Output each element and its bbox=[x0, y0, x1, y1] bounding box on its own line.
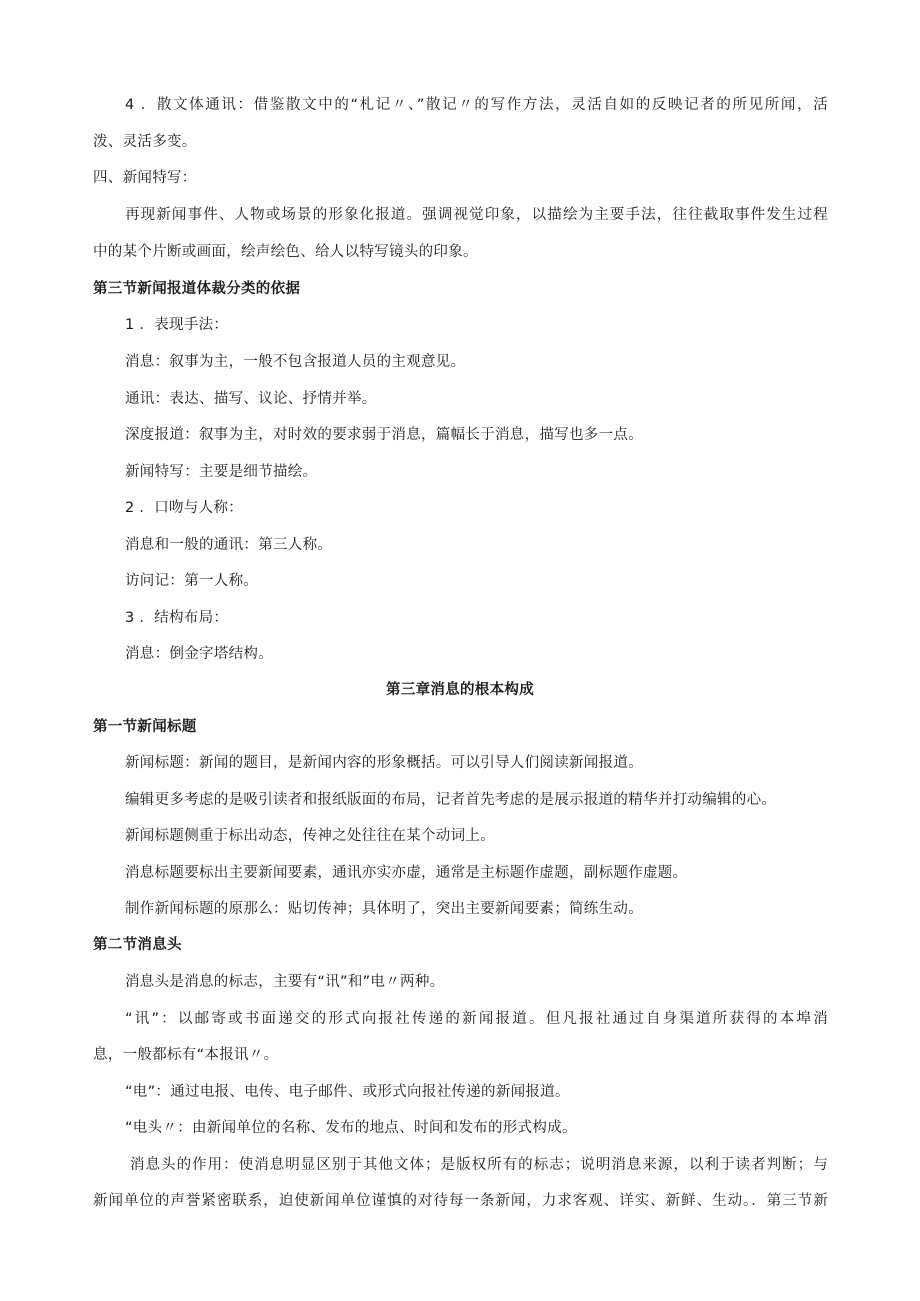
paragraph-line: 消息标题要标出主要新闻要素，通讯亦实亦虚，通常是主标题作虚题，副标题作虚题。 bbox=[125, 865, 688, 881]
paragraph-line: 新闻标题侧重于标出动态，传神之处往往在某个动词上。 bbox=[125, 828, 495, 844]
paragraph-line: “电”：通过电报、电传、电子邮件、或形式向报社传递的新闻报道。 bbox=[125, 1084, 570, 1100]
section-heading: 第一节新闻标题 bbox=[93, 719, 197, 735]
paragraph-line: 制作新闻标题的原那么：贴切传神；具体明了，突出主要新闻要素；简练生动。 bbox=[125, 901, 643, 917]
paragraph-line: 新闻特写：主要是细节描绘。 bbox=[125, 464, 318, 480]
section-heading: 第三节新闻报道体裁分类的依据 bbox=[93, 281, 301, 297]
chapter-title: 第三章消息的根本构成 bbox=[386, 682, 534, 698]
paragraph-line: 新闻单位的声誉紧密联系，迫使新闻单位谨慎的对待每一条新闻，力求客观、详实、新鲜、生动。．第三节新 bbox=[93, 1193, 828, 1209]
list-item-heading: 2 ．口吻与人称： bbox=[125, 500, 244, 516]
paragraph-line: “讯”：以邮寄或书面递交的形式向报社传递的新闻报道。但凡报社通过自身渠道所获得的本埠消 bbox=[125, 1011, 828, 1027]
paragraph-line: 消息头的作用：使消息明显区别于其他文体；是版权所有的标志；说明消息来源，以利于读者判断；与 bbox=[130, 1157, 828, 1173]
paragraph-line: “电头〃：由新闻单位的名称、发布的地点、时间和发布的形式构成。 bbox=[125, 1120, 577, 1136]
paragraph-line: 消息：叙事为主，一般不包含报道人员的主观意见。 bbox=[125, 354, 466, 370]
section-heading: 四、新闻特写： bbox=[93, 170, 197, 186]
paragraph-line: 息，一般都标有“本报讯〃。 bbox=[93, 1047, 279, 1063]
paragraph-line: 通讯：表达、描写、议论、抒情并举。 bbox=[125, 391, 377, 407]
paragraph-line: 消息头是消息的标志，主要有“讯”和”电〃两种。 bbox=[125, 974, 445, 990]
list-item-heading: 1 ．表现手法： bbox=[125, 317, 229, 333]
paragraph-line: 访问记：第一人称。 bbox=[125, 573, 259, 589]
paragraph-line: 再现新闻事件、人物或场景的形象化报道。强调视觉印象，以描绘为主要手法，往往截取事件发生过程 bbox=[125, 207, 828, 223]
paragraph-line: 深度报道：叙事为主，对时效的要求弱于消息，篇幅长于消息，描写也多一点。 bbox=[125, 427, 643, 443]
paragraph-line: 编辑更多考虑的是吸引读者和报纸版面的布局，记者首先考虑的是展示报道的精华并打动编辑的心。 bbox=[125, 792, 777, 808]
paragraph-line: 泼、灵活多变。 bbox=[93, 134, 197, 150]
paragraph-line: 4 ．散文体通讯：借鉴散文中的“札记〃、”散记〃的写作方法，灵活自如的反映记者的所见所闻，活 bbox=[125, 97, 828, 113]
paragraph-line: 中的某个片断或画面，绘声绘色、给人以特写镜头的印象。 bbox=[93, 244, 478, 260]
list-item-heading: 3 ．结构布局： bbox=[125, 610, 229, 626]
paragraph-line: 消息和一般的通讯：第三人称。 bbox=[125, 537, 333, 553]
paragraph-line: 消息：倒金字塔结构。 bbox=[125, 646, 273, 662]
section-heading: 第二节消息头 bbox=[93, 937, 182, 953]
paragraph-line: 新闻标题：新闻的题目，是新闻内容的形象概括。可以引导人们阅读新闻报道。 bbox=[125, 755, 643, 771]
